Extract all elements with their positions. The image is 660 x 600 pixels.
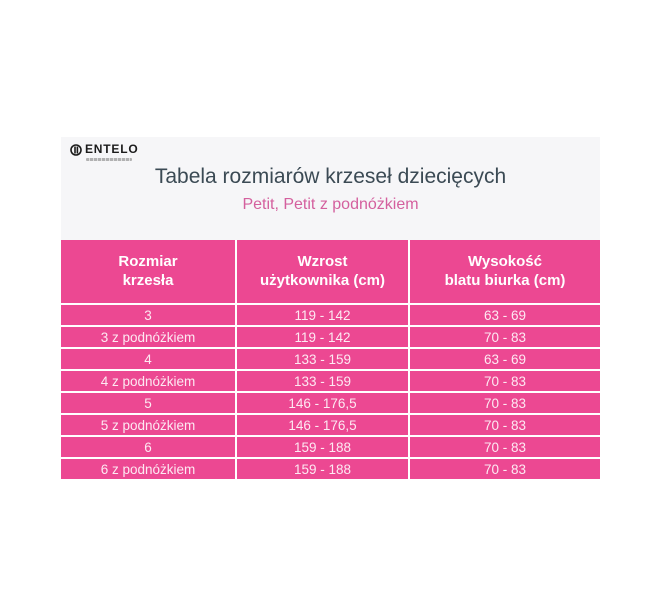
cell-size: 4 z podnóżkiem bbox=[61, 370, 236, 392]
page-subtitle: Petit, Petit z podnóżkiem bbox=[242, 196, 419, 214]
cell-size: 6 z podnóżkiem bbox=[61, 458, 236, 479]
table-row bbox=[61, 348, 600, 370]
header-cell-desk-height bbox=[409, 240, 600, 304]
cell-desk-height: 63 - 69 bbox=[409, 348, 600, 370]
cell-desk-height: 70 - 83 bbox=[409, 370, 600, 392]
table-row bbox=[61, 326, 600, 348]
table-head bbox=[61, 240, 600, 304]
header-cell-line: użytkownika (cm) bbox=[259, 271, 386, 289]
cell-size: 4 bbox=[61, 348, 236, 370]
cell-user-height: 133 - 159 bbox=[236, 348, 409, 370]
cell-size: 6 bbox=[61, 436, 236, 458]
header-cell-line: blatu biurka (cm) bbox=[444, 271, 566, 289]
cell-user-height: 159 - 188 bbox=[236, 458, 409, 479]
table-row bbox=[61, 436, 600, 458]
card-header-area bbox=[61, 137, 600, 240]
table-header-row bbox=[61, 240, 600, 304]
header-cell-user-height bbox=[236, 240, 409, 304]
cell-user-height: 119 - 142 bbox=[236, 304, 409, 326]
header-cell-chair-size bbox=[61, 240, 236, 304]
table-row bbox=[61, 414, 600, 436]
cell-user-height: 146 - 176,5 bbox=[236, 414, 409, 436]
entelo-logo-icon bbox=[70, 144, 82, 156]
cell-desk-height: 70 - 83 bbox=[409, 392, 600, 414]
chair-size-table bbox=[61, 240, 600, 479]
cell-user-height: 133 - 159 bbox=[236, 370, 409, 392]
page-title: Tabela rozmiarów krzeseł dziecięcych bbox=[154, 165, 507, 188]
header-cell-line: Wzrost bbox=[297, 252, 348, 270]
size-chart-card bbox=[61, 137, 600, 479]
header-cell-line: Wysokość bbox=[468, 252, 542, 270]
cell-user-height: 159 - 188 bbox=[236, 436, 409, 458]
table-row bbox=[61, 392, 600, 414]
table-row bbox=[61, 370, 600, 392]
cell-desk-height: 70 - 83 bbox=[409, 414, 600, 436]
cell-size: 5 bbox=[61, 392, 236, 414]
cell-size: 5 z podnóżkiem bbox=[61, 414, 236, 436]
entelo-logo-text-block bbox=[85, 143, 138, 161]
title-block bbox=[61, 164, 600, 214]
table-row bbox=[61, 304, 600, 326]
cell-desk-height: 63 - 69 bbox=[409, 304, 600, 326]
cell-desk-height: 70 - 83 bbox=[409, 326, 600, 348]
cell-size: 3 bbox=[61, 304, 236, 326]
cell-desk-height: 70 - 83 bbox=[409, 458, 600, 479]
table-row bbox=[61, 458, 600, 479]
cell-desk-height: 70 - 83 bbox=[409, 436, 600, 458]
header-cell-line: Rozmiar bbox=[118, 252, 178, 270]
cell-size: 3 z podnóżkiem bbox=[61, 326, 236, 348]
entelo-wordmark: ENTELO bbox=[85, 142, 139, 156]
header-cell-line: krzesła bbox=[122, 271, 174, 289]
cell-user-height: 119 - 142 bbox=[236, 326, 409, 348]
cell-user-height: 146 - 176,5 bbox=[236, 392, 409, 414]
table-body bbox=[61, 304, 600, 479]
entelo-logo bbox=[70, 143, 138, 161]
logo-tagline bbox=[86, 158, 132, 161]
